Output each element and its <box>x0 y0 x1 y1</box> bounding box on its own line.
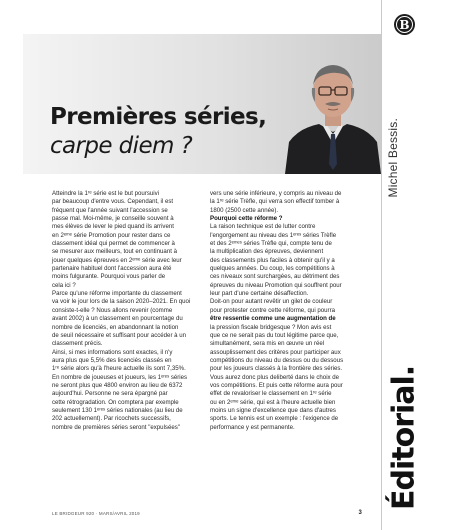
text-line: passe mal. Moi-même, je conseille souvent à <box>52 215 174 223</box>
text-line: et des 2ᵉᵐᵉˢ séries Trèfle qui, compte tenu de <box>210 240 332 248</box>
text-line: nombre de premières séries seront "expulsées" <box>52 423 180 431</box>
text-line: aujourd'hui. Personne ne sera épargné par <box>52 390 168 398</box>
text-line: ou en 2ᵉᵐᵉ série, qui est à l'heure actuelle bien <box>210 398 336 406</box>
text-line: effet de revaloriser le classement en 1ʳᵉ série <box>210 390 332 398</box>
text-line: consiste-t-elle ? Nous allons revenir (comme <box>52 306 173 314</box>
article-column-right <box>210 190 360 432</box>
article-column-left <box>52 190 200 432</box>
text-line: Atteindre la 1ʳᵉ série est le but poursuivi <box>52 190 160 197</box>
text-line: vos compétitions. Et puis cette réforme aura pour <box>210 381 343 389</box>
text-line: que ce ne serait pas du tout légitime parce que, <box>210 331 339 339</box>
text-line: des classements plus faciles à obtenir qu'il y a <box>210 256 335 264</box>
text-line: 1ʳᵉ série alors qu'à l'heure actuelle ils sont 7,35%. <box>52 365 186 373</box>
text-line: épreuves du niveau Promotion qui souffrent pour <box>210 281 342 289</box>
text-line: moins fulgurante. Pourquoi vous parler de <box>52 273 166 281</box>
text-line: de seuil nécessaire et suffisant pour accéder à un <box>52 331 187 339</box>
text-line: la multiplication des épreuves, deviennent <box>210 248 324 256</box>
text-line: classement idéal qui permet de commencer à <box>52 240 175 248</box>
text-line: va voir le jour lors de la saison 2020–2021. En quoi <box>52 298 191 306</box>
text-line: par beaucoup d'entre vous. Cependant, il est <box>52 198 174 206</box>
text-line: pour les joueurs classés à la frontière des séries. <box>210 365 343 373</box>
text-line: cette rétrogradation. On comptera par exemple <box>52 398 179 406</box>
text-line: La raison technique est de lutter contre <box>210 223 316 231</box>
footer-publication: LE BRIDGEUR 920 · MARS/AVRIL 2019 <box>52 511 140 516</box>
text-line: en 2ᵉᵐᵉ série Promotion pour rester dans ce <box>52 231 171 239</box>
text-line: simultanément, sera mis en œuvre un réel <box>210 340 325 348</box>
section-title: Éditorial. <box>386 365 422 510</box>
text-line: la 1ʳᵉ série Trèfle, qui verra son effectif tomber à <box>210 198 340 206</box>
text-line: quelques années. Du coup, les compétitions à <box>210 265 335 273</box>
text-line: Vous aurez donc plus deliberté dans le choix de <box>210 373 340 381</box>
author-name: Michel Bessis. <box>386 118 400 198</box>
text-line: cela ici ? <box>52 281 76 289</box>
text-line: avant 2002) à un classement en pourcentage du <box>52 315 183 323</box>
text-line: moins un signe d'excellence que dans d'autres <box>210 406 336 414</box>
text-line: mes élèves de lever le pied quand ils arrivent <box>52 223 174 231</box>
page-footer <box>52 511 362 519</box>
text-line: Doit-on pour autant revêtir un gilet de couleur <box>210 298 333 306</box>
text-line: compétitions du niveau du dessus ou du dessous <box>210 356 344 364</box>
text-line: Parce qu'une réforme importante du classement <box>52 290 182 298</box>
text-line: pour protester contre cette réforme, qui pourra <box>210 306 335 314</box>
headline-line1: Premières séries, <box>50 104 267 130</box>
header-banner <box>23 34 381 174</box>
text-line: 202 actuellement). Par ricochets successifs, <box>52 415 171 423</box>
text-line: l'engorgement au niveau des 1ᵉʳᵉˢ séries Trèfle <box>210 231 337 239</box>
text-line: En nombre de joueuses et joueurs, les 1ᵉʳᵉˢ séries <box>52 373 188 381</box>
text-line: jouer quelques épreuves en 2ᵉᵐᵉ série avec leur <box>52 256 182 264</box>
text-line: Ainsi, si mes informations sont exactes, il n'y <box>52 348 173 356</box>
text-line: sports. Le tennis est un exemple : l'exigence de <box>210 415 339 423</box>
text-line: vers une série inférieure, y compris au niveau de <box>210 190 342 197</box>
text-line: nombre de licenciés, en abandonnant la notion <box>52 323 179 331</box>
text-line: 1800 (2500 cette année). <box>210 206 279 214</box>
text-line: fréquent que l'année suivant l'accession se <box>52 206 168 214</box>
text-line: ne seront plus que 4800 environ au lieu de 6372 <box>52 381 183 389</box>
brand-logo-icon: B <box>394 14 415 35</box>
text-line: se mesurer aux meilleurs, tout en continuant à <box>52 248 177 256</box>
text-line: être ressentie comme une augmentation de <box>210 315 336 323</box>
subheading: Pourquoi cette réforme ? <box>210 215 283 223</box>
headline-line2: carpe diem ? <box>50 133 193 159</box>
text-line: seulement 130 1ᵉʳᵉˢ séries nationales (au lieu de <box>52 406 183 414</box>
text-line: assouplissement des critères pour participer aux <box>210 348 341 356</box>
page-number: 3 <box>358 510 362 516</box>
text-line: la pression fiscale bridgesque ? Mon avis est <box>210 323 332 331</box>
author-photo <box>285 44 381 174</box>
text-line: ces niveaux sont surchargées, au détriment des <box>210 273 340 281</box>
text-line: partenaire habituel dont l'accession aura été <box>52 265 172 273</box>
text-line: classement précis. <box>52 340 103 348</box>
text-line: aura plus que 5,5% des licenciés classés en <box>52 356 172 364</box>
text-line: performance y est permanente. <box>210 423 295 431</box>
text-line: leur part d'une certaine désaffection. <box>210 290 309 298</box>
